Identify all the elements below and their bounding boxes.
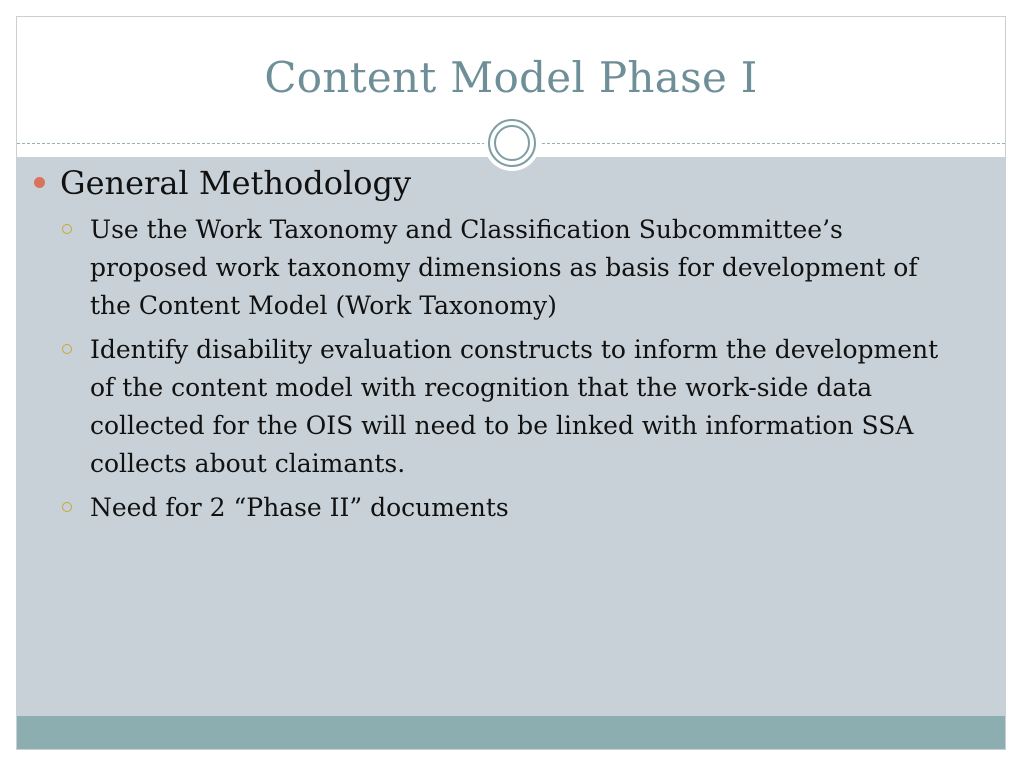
sub-bullet-item xyxy=(30,211,965,325)
outer-ring xyxy=(488,119,536,167)
bullet-text: General Methodology xyxy=(60,164,412,202)
hollow-bullet-icon xyxy=(62,224,72,234)
sub-bullet-text: Identify disability evaluation constructs to inform the development of the content model with recognition that the work-side data collected for the OIS will need to be linked with information SSA collects about claimants. xyxy=(90,335,939,478)
filled-bullet-icon xyxy=(34,177,45,188)
inner-ring xyxy=(494,125,530,161)
sub-bullet-text: Use the Work Taxonomy and Classification Subcommittee’s proposed work taxonomy dimensions as basis for development of the Content Model (Work Taxonomy) xyxy=(90,215,918,320)
footer-band xyxy=(17,716,1005,750)
bullet-item xyxy=(30,163,965,203)
hollow-bullet-icon xyxy=(62,344,72,354)
sub-bullet-item xyxy=(30,489,965,527)
bullet-list xyxy=(30,163,965,533)
slide-title: Content Model Phase I xyxy=(264,53,758,102)
sub-bullet-item xyxy=(30,331,965,483)
sub-bullet-text: Need for 2 “Phase II” documents xyxy=(90,493,509,522)
hollow-bullet-icon xyxy=(62,502,72,512)
